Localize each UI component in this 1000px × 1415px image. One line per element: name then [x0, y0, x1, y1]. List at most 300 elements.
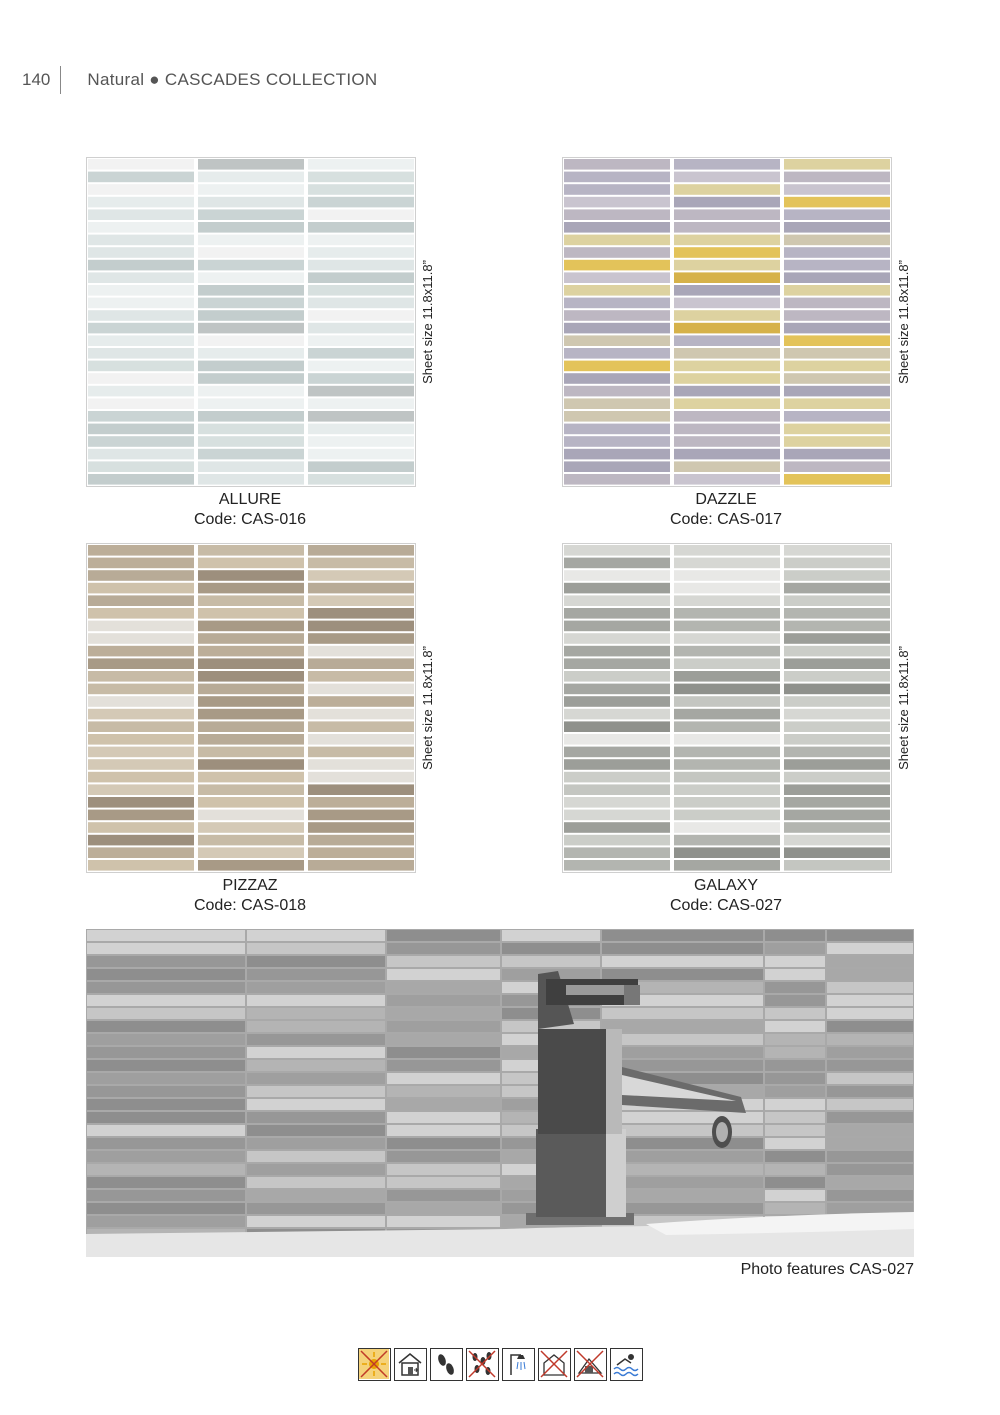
mosaic-strip	[198, 608, 304, 619]
wall-strip	[387, 1164, 500, 1175]
wall-strip	[87, 1203, 245, 1214]
mosaic-strip	[784, 709, 890, 720]
mosaic-strip	[784, 398, 890, 409]
mosaic-strip	[88, 633, 194, 644]
mosaic-strip	[784, 310, 890, 321]
mosaic-strip	[198, 348, 304, 359]
wall-strip	[87, 1190, 245, 1201]
mosaic-strip	[784, 734, 890, 745]
mosaic-strip	[88, 361, 194, 372]
mosaic-strip	[88, 335, 194, 346]
mosaic-strip	[198, 646, 304, 657]
mosaic-strip	[308, 633, 414, 644]
mosaic-strip	[198, 696, 304, 707]
mosaic-strip	[308, 348, 414, 359]
mosaic-strip	[198, 633, 304, 644]
mosaic-strip	[674, 671, 780, 682]
mosaic-strip	[198, 721, 304, 732]
mosaic-strip	[784, 621, 890, 632]
wall-strip	[602, 1021, 763, 1032]
wall-strip	[602, 1164, 763, 1175]
wall-strip	[247, 1086, 385, 1097]
page-number: 140	[22, 66, 61, 94]
mosaic-strip	[88, 684, 194, 695]
mosaic-strip	[784, 847, 890, 858]
mosaic-strip	[564, 658, 670, 669]
mosaic-strip	[88, 835, 194, 846]
mosaic-strip	[674, 646, 780, 657]
mosaic-strip	[88, 449, 194, 460]
mosaic-strip	[198, 583, 304, 594]
mosaic-strip	[198, 847, 304, 858]
mosaic-strip	[564, 709, 670, 720]
mosaic-strip	[198, 747, 304, 758]
wall-strip	[502, 956, 600, 967]
wall-strip	[827, 956, 913, 967]
wall-strip	[87, 1060, 245, 1071]
mosaic-strip	[564, 272, 670, 283]
wall-strip	[602, 930, 763, 941]
mosaic-strip	[564, 184, 670, 195]
wall-strip	[247, 1021, 385, 1032]
mosaic-strip	[784, 285, 890, 296]
mosaic-strip	[308, 595, 414, 606]
mosaic-strip	[564, 235, 670, 246]
photo-caption: Photo features CAS-027	[740, 1261, 914, 1278]
mosaic-strip	[674, 658, 780, 669]
mosaic-strip	[784, 583, 890, 594]
mosaic-strip	[564, 747, 670, 758]
mosaic-strip	[198, 595, 304, 606]
wall-strip	[765, 1073, 825, 1084]
mosaic-strip	[308, 847, 414, 858]
wall-strip	[827, 943, 913, 954]
not-for-exterior-icon	[538, 1348, 571, 1381]
wall-strip	[247, 1190, 385, 1201]
not-for-heavy-traffic-icon	[466, 1348, 499, 1381]
mosaic-strip	[198, 272, 304, 283]
mosaic-strip	[674, 721, 780, 732]
wall-strip	[87, 1047, 245, 1058]
mosaic-strip	[88, 822, 194, 833]
mosaic-strip	[784, 411, 890, 422]
mosaic-strip	[564, 373, 670, 384]
mosaic-strip	[784, 822, 890, 833]
wall-strip	[827, 995, 913, 1006]
mosaic-strip	[308, 436, 414, 447]
mosaic-strip	[674, 684, 780, 695]
mosaic-strip	[88, 784, 194, 795]
mosaic-strip	[308, 835, 414, 846]
mosaic-strip	[308, 449, 414, 460]
mosaic-strip	[308, 159, 414, 170]
wall-strip	[602, 956, 763, 967]
wall-strip	[87, 1112, 245, 1123]
wall-strip	[387, 1151, 500, 1162]
mosaic-strip	[564, 570, 670, 581]
wall-strip	[602, 1190, 763, 1201]
mosaic-strip	[308, 172, 414, 183]
mosaic-strip	[784, 772, 890, 783]
mosaic-strip	[564, 247, 670, 258]
mosaic-strip	[674, 608, 780, 619]
mosaic-strip	[88, 658, 194, 669]
tile-swatch-pizzaz	[86, 543, 416, 873]
mosaic-strip	[198, 411, 304, 422]
mosaic-strip	[674, 348, 780, 359]
mosaic-strip	[198, 474, 304, 485]
mosaic-strip	[198, 373, 304, 384]
wall-strip	[765, 1151, 825, 1162]
mosaic-strip	[784, 759, 890, 770]
mosaic-strip	[308, 272, 414, 283]
mosaic-strip	[308, 323, 414, 334]
mosaic-strip	[784, 197, 890, 208]
mosaic-strip	[88, 159, 194, 170]
wall-strip	[502, 943, 600, 954]
mosaic-strip	[784, 449, 890, 460]
usage-icons-row	[358, 1348, 643, 1381]
mosaic-strip	[564, 633, 670, 644]
mosaic-strip	[784, 608, 890, 619]
mosaic-strip	[564, 361, 670, 372]
mosaic-strip	[88, 608, 194, 619]
wall-strip	[502, 930, 600, 941]
mosaic-strip	[198, 335, 304, 346]
mosaic-strip	[88, 847, 194, 858]
mosaic-strip	[198, 658, 304, 669]
mosaic-strip	[88, 323, 194, 334]
wall-strip	[602, 1008, 763, 1019]
mosaic-strip	[564, 285, 670, 296]
mosaic-strip	[88, 411, 194, 422]
wall-strip	[247, 1203, 385, 1214]
mosaic-strip	[784, 684, 890, 695]
mosaic-strip	[198, 461, 304, 472]
wall-strip	[765, 1138, 825, 1149]
wall-strip	[87, 969, 245, 980]
mosaic-strip	[784, 235, 890, 246]
mosaic-strip	[674, 172, 780, 183]
mosaic-strip	[674, 583, 780, 594]
mosaic-strip	[564, 335, 670, 346]
mosaic-strip	[564, 784, 670, 795]
wall-strip	[87, 1073, 245, 1084]
mosaic-strip	[308, 570, 414, 581]
mosaic-strip	[784, 323, 890, 334]
wall-strip	[387, 1216, 500, 1227]
mosaic-strip	[308, 310, 414, 321]
wall-strip	[827, 1138, 913, 1149]
wall-strip	[602, 1138, 763, 1149]
tile-swatch-allure	[86, 157, 416, 487]
product-code: Code: CAS-017	[669, 511, 783, 528]
mosaic-strip	[674, 247, 780, 258]
wall-strip	[602, 1047, 763, 1058]
wall-strip	[827, 1190, 913, 1201]
mosaic-strip	[88, 474, 194, 485]
mosaic-strip	[198, 772, 304, 783]
mosaic-strip	[198, 260, 304, 271]
wall-strip	[827, 1177, 913, 1188]
mosaic-strip	[88, 461, 194, 472]
mosaic-strip	[674, 810, 780, 821]
mosaic-strip	[564, 545, 670, 556]
mosaic-strip	[564, 759, 670, 770]
wall-strip	[87, 1086, 245, 1097]
mosaic-strip	[198, 860, 304, 871]
mosaic-strip	[88, 583, 194, 594]
mosaic-strip	[308, 621, 414, 632]
wall-strip	[827, 1047, 913, 1058]
wall-strip	[87, 1164, 245, 1175]
mosaic-strip	[674, 621, 780, 632]
mosaic-strip	[784, 860, 890, 871]
mosaic-strip	[564, 159, 670, 170]
wall-strip	[602, 1125, 763, 1136]
mosaic-strip	[674, 570, 780, 581]
mosaic-strip	[564, 323, 670, 334]
mosaic-strip	[308, 260, 414, 271]
mosaic-strip	[784, 386, 890, 397]
wall-strip	[247, 1125, 385, 1136]
wall-strip	[247, 956, 385, 967]
mosaic-strip	[88, 272, 194, 283]
mosaic-strip	[674, 772, 780, 783]
wall-strip	[827, 1086, 913, 1097]
mosaic-strip	[784, 172, 890, 183]
wall-strip	[765, 1125, 825, 1136]
wall-strip	[387, 1203, 500, 1214]
mosaic-strip	[674, 633, 780, 644]
wall-strip	[387, 1073, 500, 1084]
wall-strip	[765, 956, 825, 967]
mosaic-strip	[674, 822, 780, 833]
mosaic-strip	[784, 696, 890, 707]
mosaic-strip	[564, 621, 670, 632]
wall-strip	[247, 1073, 385, 1084]
mosaic-strip	[198, 784, 304, 795]
mosaic-strip	[674, 847, 780, 858]
mosaic-strip	[198, 323, 304, 334]
wall-strip	[387, 995, 500, 1006]
wall-strip	[602, 943, 763, 954]
sheet-size-label: Sheet size 11.8x11.8”	[420, 646, 435, 770]
mosaic-strip	[784, 222, 890, 233]
mosaic-strip	[564, 172, 670, 183]
mosaic-strip	[308, 583, 414, 594]
wall-strip	[387, 1008, 500, 1019]
mosaic-strip	[198, 709, 304, 720]
wall-strip	[765, 1034, 825, 1045]
mosaic-strip	[564, 847, 670, 858]
mosaic-strip	[784, 348, 890, 359]
wall-strip	[765, 1021, 825, 1032]
mosaic-strip	[674, 545, 780, 556]
wall-strip	[827, 1164, 913, 1175]
mosaic-strip	[308, 424, 414, 435]
mosaic-strip	[308, 335, 414, 346]
mosaic-strip	[308, 235, 414, 246]
mosaic-strip	[88, 759, 194, 770]
sheet-size-label: Sheet size 11.8x11.8”	[896, 260, 911, 384]
wall-strip	[765, 930, 825, 941]
mosaic-strip	[564, 197, 670, 208]
mosaic-strip	[674, 209, 780, 220]
mosaic-strip	[198, 684, 304, 695]
wall-strip	[602, 1112, 763, 1123]
wall-strip	[247, 1112, 385, 1123]
pool-icon	[610, 1348, 643, 1381]
mosaic-strip	[198, 621, 304, 632]
mosaic-strip	[88, 595, 194, 606]
mosaic-strip	[198, 759, 304, 770]
wall-strip	[765, 1047, 825, 1058]
mosaic-strip	[198, 172, 304, 183]
product-name: ALLURE	[218, 491, 282, 508]
wall-strip	[87, 1021, 245, 1032]
mosaic-strip	[674, 835, 780, 846]
wall-strip	[827, 930, 913, 941]
wall-strip	[827, 1112, 913, 1123]
wall-strip	[387, 1177, 500, 1188]
mosaic-strip	[564, 558, 670, 569]
mosaic-strip	[784, 633, 890, 644]
mosaic-strip	[198, 310, 304, 321]
mosaic-strip	[88, 386, 194, 397]
mosaic-strip	[784, 595, 890, 606]
mosaic-strip	[88, 247, 194, 258]
section-title: Natural ● CASCADES COLLECTION	[87, 70, 378, 89]
mosaic-strip	[88, 860, 194, 871]
mosaic-strip	[674, 759, 780, 770]
mosaic-strip	[308, 696, 414, 707]
mosaic-strip	[308, 860, 414, 871]
wall-strip	[602, 969, 763, 980]
page-header	[22, 66, 377, 94]
mosaic-strip	[784, 784, 890, 795]
mosaic-strip	[564, 684, 670, 695]
wall-strip	[247, 1216, 385, 1227]
wall-strip	[827, 1034, 913, 1045]
wall-strip	[827, 1021, 913, 1032]
mosaic-strip	[674, 734, 780, 745]
mosaic-strip	[198, 386, 304, 397]
wall-strip	[87, 1125, 245, 1136]
mosaic-strip	[784, 658, 890, 669]
mosaic-strip	[564, 260, 670, 271]
mosaic-strip	[564, 474, 670, 485]
mosaic-strip	[198, 197, 304, 208]
mosaic-strip	[308, 545, 414, 556]
mosaic-strip	[308, 197, 414, 208]
mosaic-strip	[564, 772, 670, 783]
wall-strip	[87, 943, 245, 954]
mosaic-strip	[674, 184, 780, 195]
mosaic-strip	[674, 260, 780, 271]
wall-strip	[765, 1203, 825, 1214]
mosaic-strip	[564, 797, 670, 808]
mosaic-strip	[88, 222, 194, 233]
mosaic-strip	[88, 184, 194, 195]
interior-wall-icon	[394, 1348, 427, 1381]
wall-strip	[87, 1008, 245, 1019]
wall-strip	[765, 1177, 825, 1188]
mosaic-strip	[674, 373, 780, 384]
wall-strip	[247, 1034, 385, 1045]
mosaic-strip	[674, 310, 780, 321]
mosaic-strip	[308, 411, 414, 422]
mosaic-strip	[674, 449, 780, 460]
wall-strip	[387, 956, 500, 967]
product-caption-dazzle	[562, 490, 890, 530]
product-caption-pizzaz	[86, 876, 414, 916]
wall-strip	[87, 1138, 245, 1149]
mosaic-strip	[564, 595, 670, 606]
wall-strip	[827, 1008, 913, 1019]
mosaic-strip	[784, 835, 890, 846]
mosaic-strip	[308, 222, 414, 233]
mosaic-strip	[308, 709, 414, 720]
mosaic-strip	[308, 361, 414, 372]
mosaic-strip	[88, 709, 194, 720]
mosaic-strip	[784, 209, 890, 220]
not-for-floor-icon	[574, 1348, 607, 1381]
mosaic-strip	[674, 424, 780, 435]
mosaic-strip	[88, 285, 194, 296]
mosaic-strip	[198, 810, 304, 821]
mosaic-strip	[564, 608, 670, 619]
mosaic-strip	[88, 734, 194, 745]
mosaic-strip	[88, 260, 194, 271]
mosaic-strip	[198, 247, 304, 258]
mosaic-strip	[198, 159, 304, 170]
mosaic-strip	[564, 461, 670, 472]
wall-strip	[765, 1112, 825, 1123]
wall-strip	[247, 1008, 385, 1019]
mosaic-strip	[564, 424, 670, 435]
mosaic-strip	[674, 386, 780, 397]
mosaic-strip	[784, 646, 890, 657]
wall-strip	[387, 1034, 500, 1045]
wall-strip	[247, 982, 385, 993]
mosaic-strip	[784, 570, 890, 581]
tile-swatch-galaxy	[562, 543, 892, 873]
mosaic-strip	[308, 721, 414, 732]
mosaic-strip	[308, 184, 414, 195]
mosaic-strip	[198, 558, 304, 569]
mosaic-strip	[784, 361, 890, 372]
mosaic-strip	[88, 747, 194, 758]
wall-strip	[247, 995, 385, 1006]
wall-strip	[387, 969, 500, 980]
wall-strip	[387, 1060, 500, 1071]
mosaic-strip	[308, 822, 414, 833]
mosaic-strip	[88, 398, 194, 409]
mosaic-strip	[88, 348, 194, 359]
mosaic-strip	[674, 595, 780, 606]
wall-strip	[387, 1138, 500, 1149]
mosaic-strip	[674, 558, 780, 569]
wall-strip	[87, 1151, 245, 1162]
mosaic-strip	[308, 684, 414, 695]
mosaic-strip	[674, 361, 780, 372]
mosaic-strip	[564, 398, 670, 409]
mosaic-strip	[784, 797, 890, 808]
mosaic-strip	[308, 734, 414, 745]
mosaic-strip	[564, 696, 670, 707]
mosaic-strip	[674, 860, 780, 871]
